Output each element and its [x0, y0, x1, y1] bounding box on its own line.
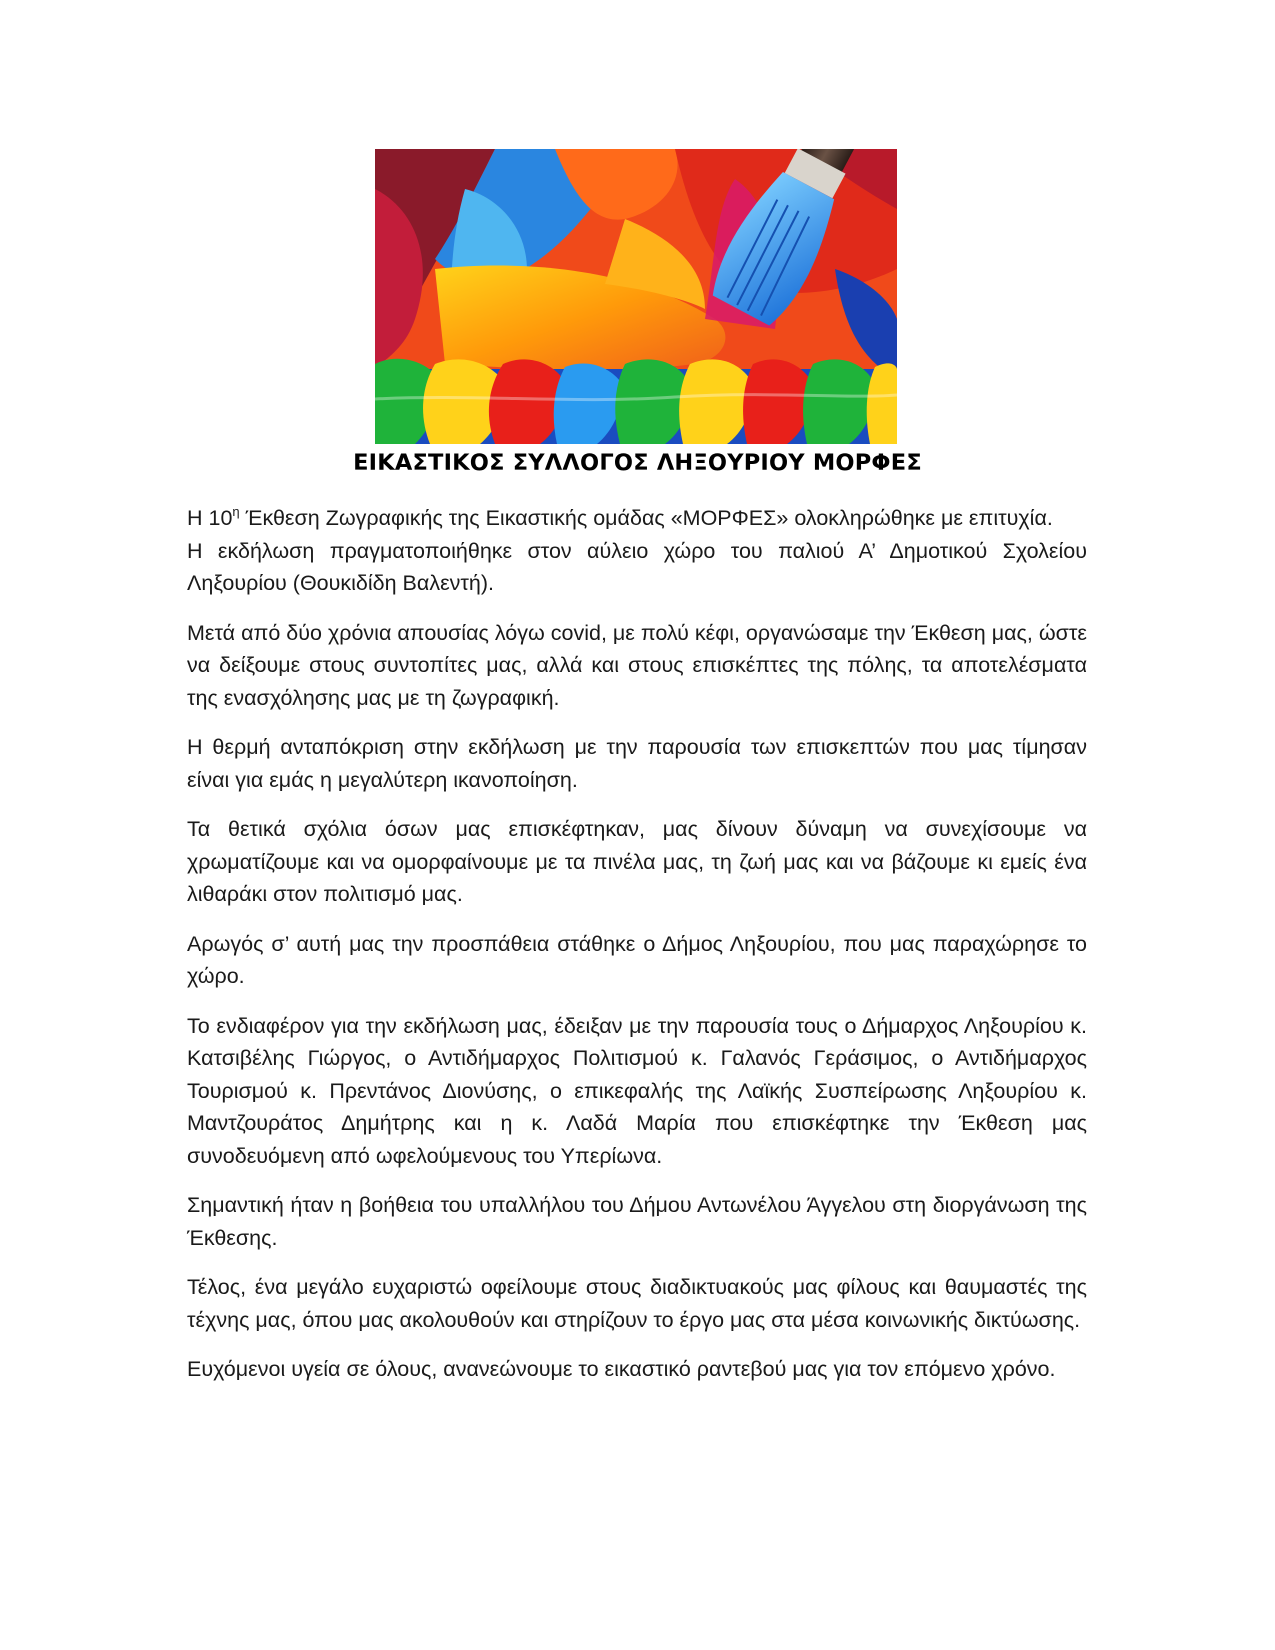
- intro-text-start: Η 10: [187, 506, 233, 530]
- paragraph: Η θερμή ανταπόκριση στην εκδήλωση με την παρουσία των επισκεπτών που μας τίμησαν είναι για εμάς η μεγαλύτερη ικανοποίηση.: [187, 735, 1087, 792]
- paragraph: Τα θετικά σχόλια όσων μας επισκέφτηκαν, μας δίνουν δύναμη να συνεχίσουμε να χρωματίζουμε και να ομορφαίνουμε με τα πινέλα μας, τη ζωή μας και να βάζουμε κι εμείς ένα λιθαράκι στον πολιτισμό μας.: [187, 817, 1087, 906]
- paragraph: Το ενδιαφέρον για την εκδήλωση μας, έδειξαν με την παρουσία τους ο Δήμαρχος Ληξουρίου κ. Κατσιβέλης Γιώργος, ο Αντιδήμαρχος Πολιτισμού κ. Γαλανός Γεράσιμος, ο Αντιδήμαρχος Τουρισμού κ. Πρεντάνος Διονύσης, ο επικεφαλής της Λαϊκής Συσπείρωσης Ληξουρίου κ. Μαντζουράτος Δημήτρης και η κ. Λαδά Μαρία που επισκέφτηκε την Έκθεση μας συνοδευόμενη από ωφελούμενους του Υπερίωνα.: [187, 1013, 1087, 1168]
- page-title: ΕΙΚΑΣΤΙΚΟΣ ΣΥΛΛΟΓΟΣ ΛΗΞΟΥΡΙΟΥ ΜΟΡΦΕΣ: [353, 450, 922, 476]
- paragraph: Σημαντική ήταν η βοήθεια του υπαλλήλου του Δήμου Αντωνέλου Άγγελου στη διοργάνωση της Έκθεσης.: [187, 1193, 1087, 1250]
- paragraph: Η εκδήλωση πραγματοποιήθηκε στον αύλειο χώρο του παλιού Α’ Δημοτικού Σχολείου Ληξουρίου (Θουκιδίδη Βαλεντή).: [187, 538, 1087, 595]
- intro-paragraph: [187, 502, 1087, 535]
- paragraph: Αρωγός σ’ αυτή μας την προσπάθεια στάθηκε ο Δήμος Ληξουρίου, που μας παραχώρησε το χώρο.: [187, 931, 1087, 988]
- ordinal-superscript: η: [232, 504, 240, 519]
- intro-text-end: Έκθεση Ζωγραφικής της Εικαστικής ομάδας «ΜΟΡΦΕΣ» ολοκληρώθηκε με επιτυχία.: [239, 506, 1053, 530]
- paragraph: Μετά από δύο χρόνια απουσίας λόγω covid, με πολύ κέφι, οργανώσαμε την Έκθεση μας, ώστε να δείξουμε στους συντοπίτες μας, αλλά και στους επισκέπτες της πόλης, τα αποτελέσματα της ενασχόλησης μας με τη ζωγραφική.: [187, 620, 1087, 710]
- article-body: [187, 502, 1087, 1403]
- paragraph: Τέλος, ένα μεγάλο ευχαριστώ οφείλουμε στους διαδικτυακούς μας φίλους και θαυμαστές της τέχνης μας, όπου μας ακολουθούν και στηρίζουν το έργο μας στα μέσα κοινωνικής δικτύωσης.: [187, 1275, 1087, 1332]
- paragraph: Ευχόμενοι υγεία σε όλους, ανανεώνουμε το εικαστικό ραντεβού μας για τον επόμενο χρόνο.: [187, 1357, 1056, 1381]
- paintbrush-artwork-image: [375, 149, 897, 444]
